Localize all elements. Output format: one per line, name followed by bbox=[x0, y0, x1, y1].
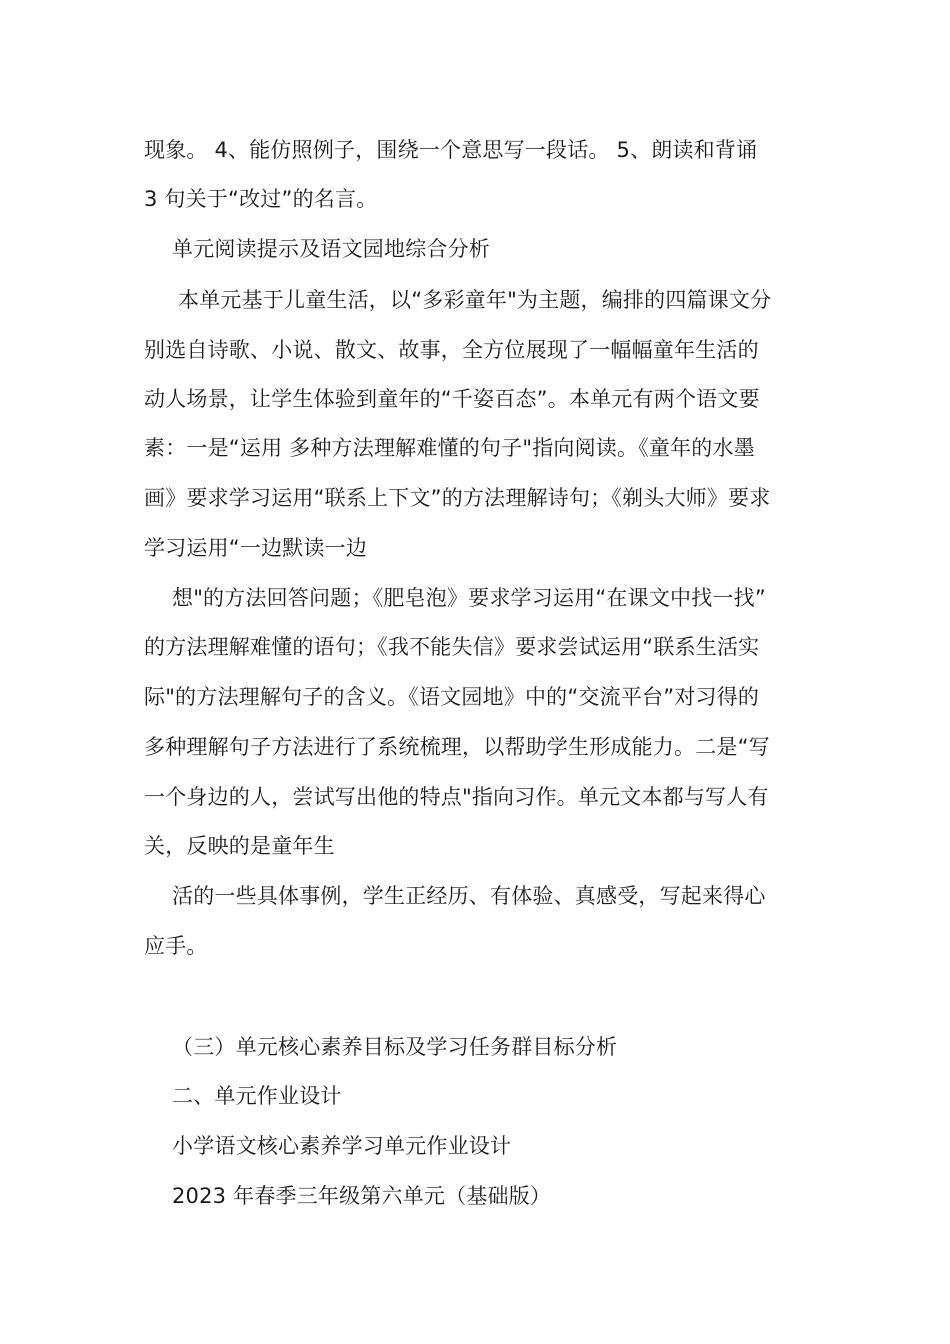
section-heading: （三）单元核心素养目标及学习任务群目标分析 bbox=[172, 1035, 618, 1059]
section-heading: 2023 年春季三年级第六单元（基础版） bbox=[172, 1184, 552, 1208]
section-heading: 小学语文核心素养学习单元作业设计 bbox=[172, 1134, 512, 1158]
text-line: 3 句关于“改过”的名言。 bbox=[144, 187, 378, 211]
text-line: 画》要求学习运用“联系上下文”的方法理解诗句；《剃头大师》要求 bbox=[144, 486, 771, 510]
text-line: 现象。 4、能仿照例子，围绕一个意思写一段话。 5、朗读和背诵 bbox=[144, 138, 758, 162]
text-line: 多种理解句子方法进行了系统梳理，以帮助学生形成能力。二是“写 bbox=[144, 735, 770, 759]
text-line: 本单元基于儿童生活，以“多彩童年"为主题，编排的四篇课文分 bbox=[178, 288, 772, 312]
section-heading: 单元阅读提示及语文园地综合分析 bbox=[172, 237, 490, 261]
text-line: 活的一些具体事例，学生正经历、有体验、真感受，写起来得心 bbox=[172, 884, 766, 908]
text-line: 一个身边的人，尝试写出他的特点"指向习作。单元文本都与写人有 bbox=[144, 785, 769, 809]
text-line: 应手。 bbox=[144, 934, 208, 958]
text-line: 别选自诗歌、小说、散文、故事，全方位展现了一幅幅童年生活的 bbox=[144, 338, 759, 362]
section-heading: 二、单元作业设计 bbox=[172, 1084, 342, 1108]
text-line: 的方法理解难懂的语句；《我不能失信》要求尝试运用“联系生活实 bbox=[144, 635, 760, 659]
text-line: 素：一是“运用 多种方法理解难懂的句子"指向阅读。《童年的水墨 bbox=[144, 436, 755, 460]
text-line: 际"的方法理解句子的含义。《语文园地》中的“交流平台”对习得的 bbox=[144, 685, 760, 709]
text-line: 学习运用“一边默读一边 bbox=[144, 536, 368, 560]
text-line: 动人场景，让学生体验到童年的“千姿百态”。本单元有两个语文要 bbox=[144, 387, 760, 411]
text-line: 关，反映的是童年生 bbox=[144, 834, 335, 858]
text-line: 想"的方法回答问题；《肥皂泡》要求学习运用“在课文中找一找” bbox=[172, 586, 766, 610]
